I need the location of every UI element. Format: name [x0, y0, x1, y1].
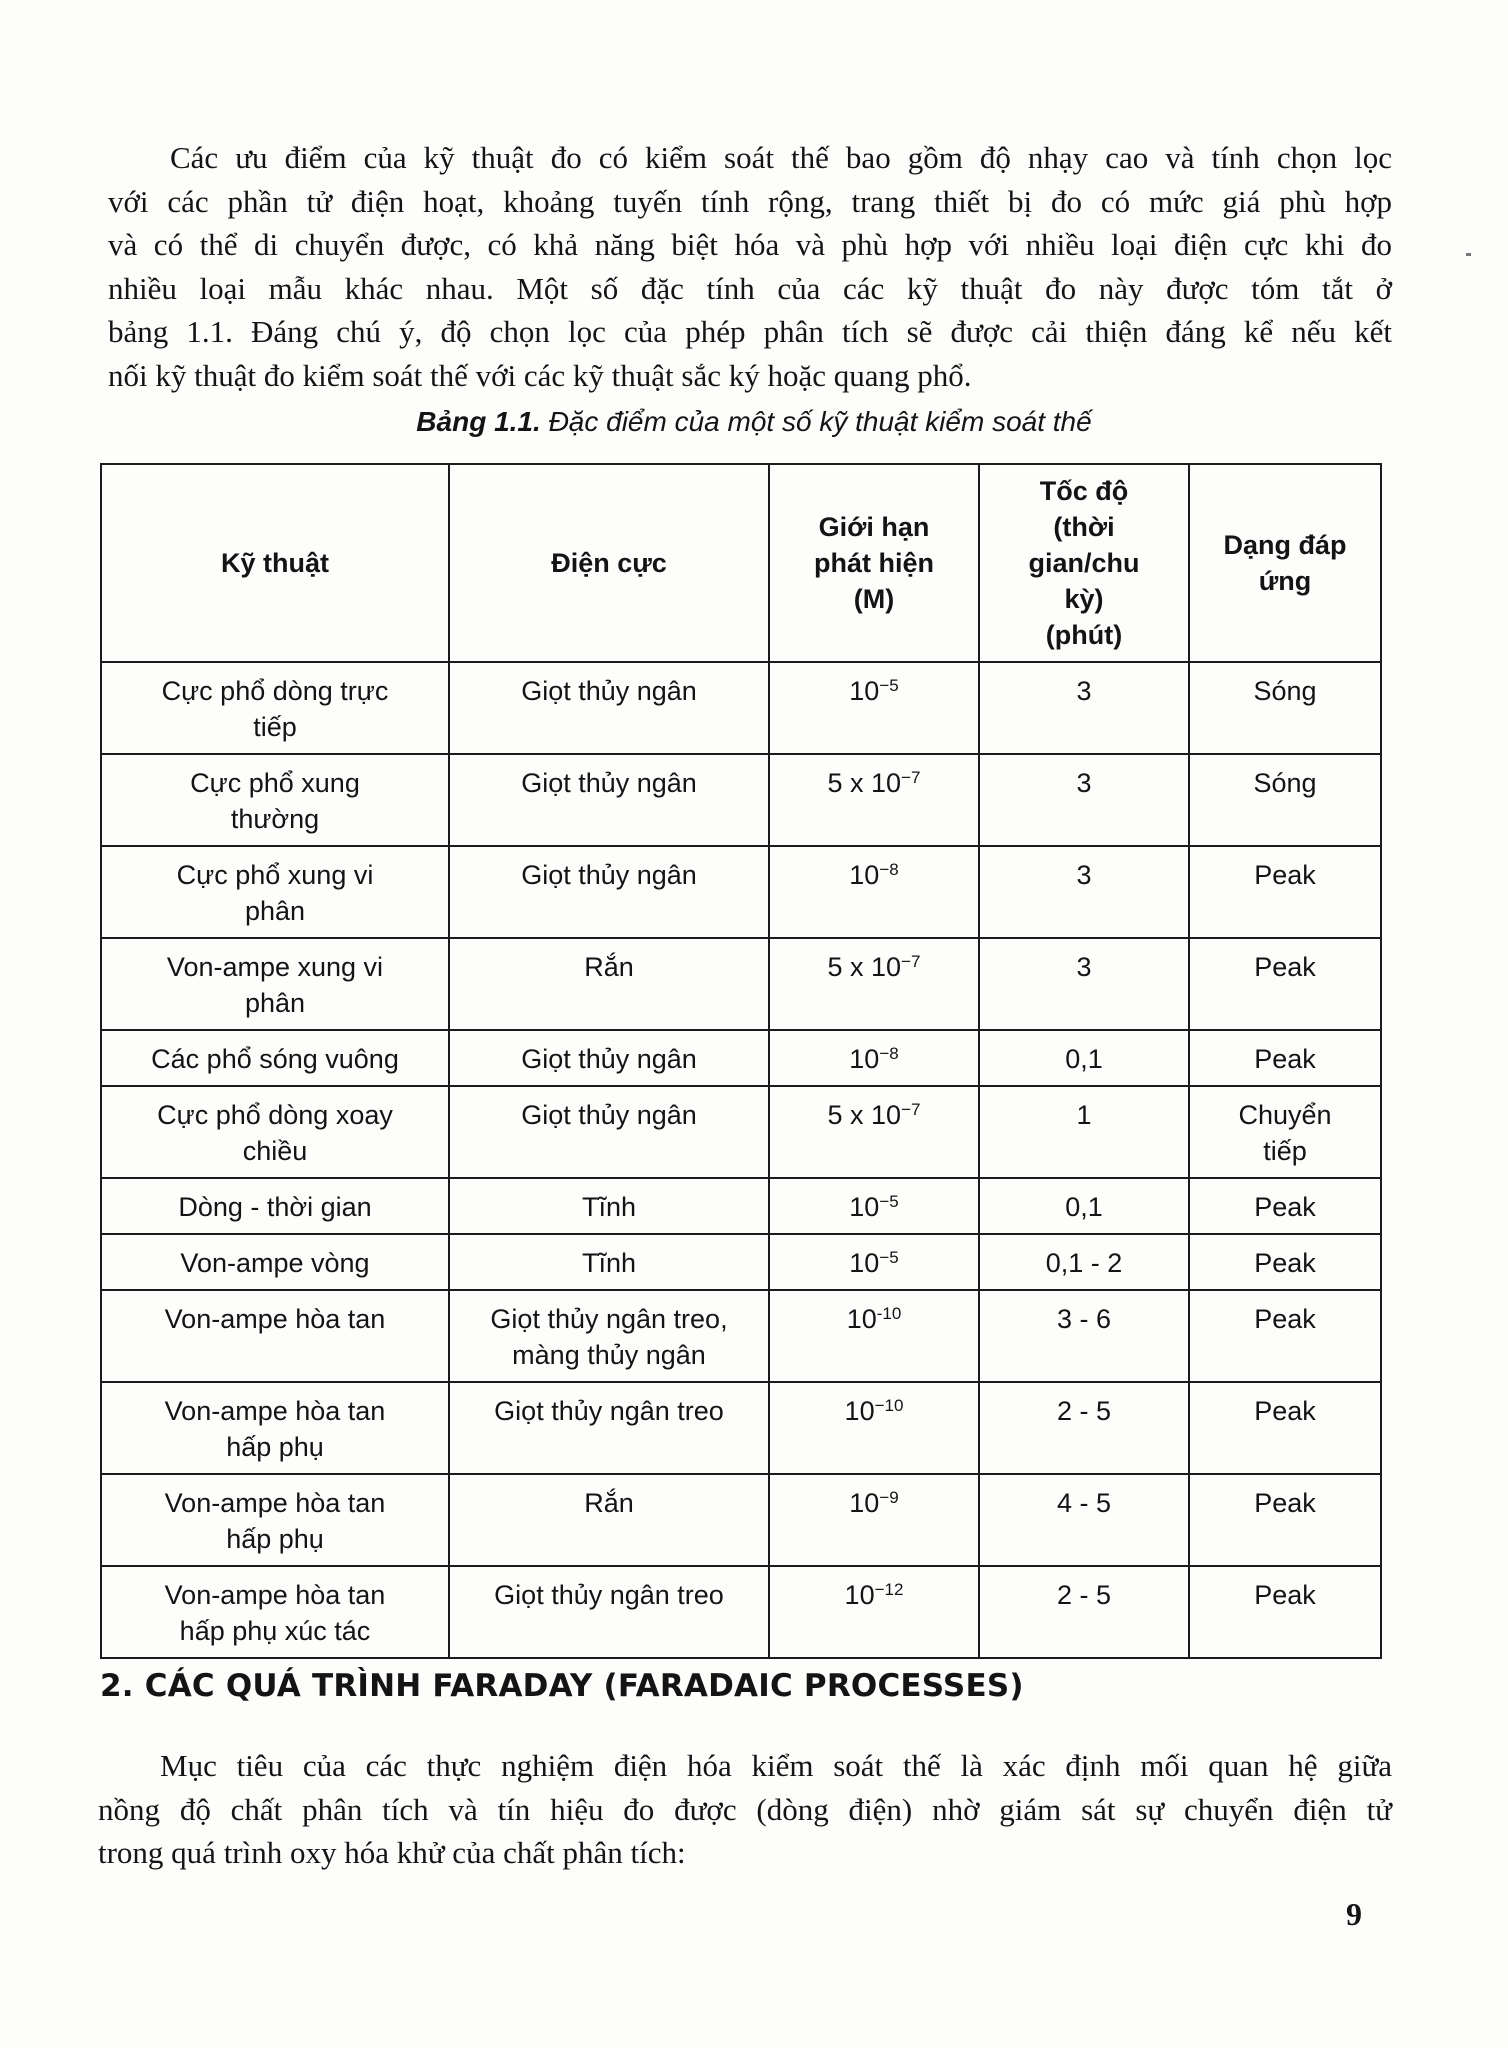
table-header-row — [101, 464, 1381, 662]
cell-detection-limit: $10^{-5}$ — [769, 662, 979, 754]
table-caption-label: Bảng 1.1. — [416, 406, 541, 437]
paragraph-line: Mục tiêu của các thực nghiệm điện hóa kiểm soát thế là xác định mối quan hệ giữa — [160, 1748, 1392, 1783]
cell-speed: 0,1 — [979, 1178, 1189, 1234]
cell-speed: 2 - 5 — [979, 1382, 1189, 1474]
cell-technique: Von-ampe hòa tan hấp phụ — [101, 1382, 449, 1474]
table-row — [101, 1474, 1381, 1566]
table-row — [101, 846, 1381, 938]
cell-technique: Von-ampe hòa tan hấp phụ — [101, 1474, 449, 1566]
paragraph-line: với các phần tử điện hoạt, khoảng tuyến tính rộng, trang thiết bị đo có mức giá phù hợp — [108, 183, 1392, 219]
table-row — [101, 1382, 1381, 1474]
cell-response: Peak — [1189, 1566, 1381, 1658]
cell-technique: Von-ampe hòa tan — [101, 1290, 449, 1382]
table-caption — [0, 406, 1508, 438]
cell-speed: 3 — [979, 846, 1189, 938]
cell-response: Sóng — [1189, 662, 1381, 754]
cell-technique: Dòng - thời gian — [101, 1178, 449, 1234]
cell-speed: 0,1 — [979, 1030, 1189, 1086]
cell-speed: 3 — [979, 754, 1189, 846]
cell-response: Peak — [1189, 1382, 1381, 1474]
cell-response: Peak — [1189, 846, 1381, 938]
cell-detection-limit: 5 x $10^{-7}$ — [769, 938, 979, 1030]
header-technique: Kỹ thuật — [101, 464, 449, 662]
techniques-table — [100, 463, 1382, 1659]
cell-detection-limit: $10^{-9}$ — [769, 1474, 979, 1566]
table-row — [101, 754, 1381, 846]
cell-electrode: Tĩnh — [449, 1178, 769, 1234]
cell-electrode: Giọt thủy ngân — [449, 1030, 769, 1086]
cell-electrode: Giọt thủy ngân — [449, 846, 769, 938]
cell-technique: Von-ampe vòng — [101, 1234, 449, 1290]
table-row — [101, 1566, 1381, 1658]
section-heading: 2. CÁC QUÁ TRÌNH FARADAY (FARADAIC PROCESSES) — [100, 1668, 1024, 1704]
cell-detection-limit: $10^{-8}$ — [769, 1030, 979, 1086]
intro-paragraph — [108, 136, 1392, 397]
paragraph-line: bảng 1.1. Đáng chú ý, độ chọn lọc của phép phân tích sẽ được cải thiện đáng kể nếu kết — [108, 314, 1392, 349]
cell-speed: 3 — [979, 662, 1189, 754]
cell-electrode: Tĩnh — [449, 1234, 769, 1290]
cell-response: Peak — [1189, 1290, 1381, 1382]
cell-detection-limit: $10^{-10}$ — [769, 1290, 979, 1382]
cell-technique: Cực phổ dòng trực tiếp — [101, 662, 449, 754]
cell-detection-limit: 5 x $10^{-7}$ — [769, 1086, 979, 1178]
paragraph-line: nối kỹ thuật đo kiểm soát thế với các kỹ thuật sắc ký hoặc quang phổ. — [108, 357, 972, 393]
cell-electrode: Giọt thủy ngân treo — [449, 1382, 769, 1474]
cell-detection-limit: $10^{-10}$ — [769, 1382, 979, 1474]
cell-response: Sóng — [1189, 754, 1381, 846]
table-row — [101, 1030, 1381, 1086]
paragraph-line: trong quá trình oxy hóa khử của chất phân tích: — [98, 1835, 686, 1870]
table-row — [101, 662, 1381, 754]
cell-detection-limit: 5 x $10^{-7}$ — [769, 754, 979, 846]
table-row — [101, 1178, 1381, 1234]
cell-technique: Von-ampe xung vi phân — [101, 938, 449, 1030]
cell-electrode: Giọt thủy ngân treo, màng thủy ngân — [449, 1290, 769, 1382]
cell-speed: 3 - 6 — [979, 1290, 1189, 1382]
scan-speck — [1466, 253, 1471, 256]
cell-detection-limit: $10^{-5}$ — [769, 1178, 979, 1234]
header-detection-limit: Giới hạn phát hiện (M) — [769, 464, 979, 662]
cell-electrode: Giọt thủy ngân treo — [449, 1566, 769, 1658]
table-row — [101, 938, 1381, 1030]
cell-electrode: Rắn — [449, 938, 769, 1030]
cell-response: Chuyển tiếp — [1189, 1086, 1381, 1178]
cell-technique: Cực phổ xung vi phân — [101, 846, 449, 938]
header-response: Dạng đáp ứng — [1189, 464, 1381, 662]
cell-speed: 0,1 - 2 — [979, 1234, 1189, 1290]
table-caption-text: Đặc điểm của một số kỹ thuật kiểm soát thế — [548, 406, 1092, 437]
paragraph-line: và có thể di chuyển được, có khả năng biệt hóa và phù hợp với nhiều loại điện cực khi đo — [108, 227, 1392, 262]
cell-response: Peak — [1189, 938, 1381, 1030]
cell-detection-limit: $10^{-5}$ — [769, 1234, 979, 1290]
paragraph-line: nồng độ chất phân tích và tín hiệu đo được (dòng điện) nhờ giám sát sự chuyển điện tử — [98, 1791, 1392, 1827]
cell-technique: Cực phổ dòng xoay chiều — [101, 1086, 449, 1178]
header-electrode: Điện cực — [449, 464, 769, 662]
cell-speed: 4 - 5 — [979, 1474, 1189, 1566]
cell-response: Peak — [1189, 1030, 1381, 1086]
cell-response: Peak — [1189, 1234, 1381, 1290]
paragraph-line: Các ưu điểm của kỹ thuật đo có kiểm soát thế bao gồm độ nhạy cao và tính chọn lọc — [170, 140, 1392, 175]
page-number: 9 — [1346, 1896, 1362, 1932]
cell-speed: 2 - 5 — [979, 1566, 1189, 1658]
table-row — [101, 1086, 1381, 1178]
cell-electrode: Giọt thủy ngân — [449, 1086, 769, 1178]
cell-detection-limit: $10^{-12}$ — [769, 1566, 979, 1658]
cell-speed: 1 — [979, 1086, 1189, 1178]
table-row — [101, 1234, 1381, 1290]
section-paragraph — [98, 1744, 1392, 1875]
cell-response: Peak — [1189, 1178, 1381, 1234]
header-speed: Tốc độ (thời gian/chu kỳ) (phút) — [979, 464, 1189, 662]
cell-electrode: Giọt thủy ngân — [449, 754, 769, 846]
cell-detection-limit: $10^{-8}$ — [769, 846, 979, 938]
table-row — [101, 1290, 1381, 1382]
cell-technique: Von-ampe hòa tan hấp phụ xúc tác — [101, 1566, 449, 1658]
cell-response: Peak — [1189, 1474, 1381, 1566]
cell-electrode: Rắn — [449, 1474, 769, 1566]
cell-technique: Cực phổ xung thường — [101, 754, 449, 846]
paragraph-line: nhiều loại mẫu khác nhau. Một số đặc tính của các kỹ thuật đo này được tóm tắt ở — [108, 270, 1392, 306]
cell-technique: Các phổ sóng vuông — [101, 1030, 449, 1086]
cell-speed: 3 — [979, 938, 1189, 1030]
cell-electrode: Giọt thủy ngân — [449, 662, 769, 754]
